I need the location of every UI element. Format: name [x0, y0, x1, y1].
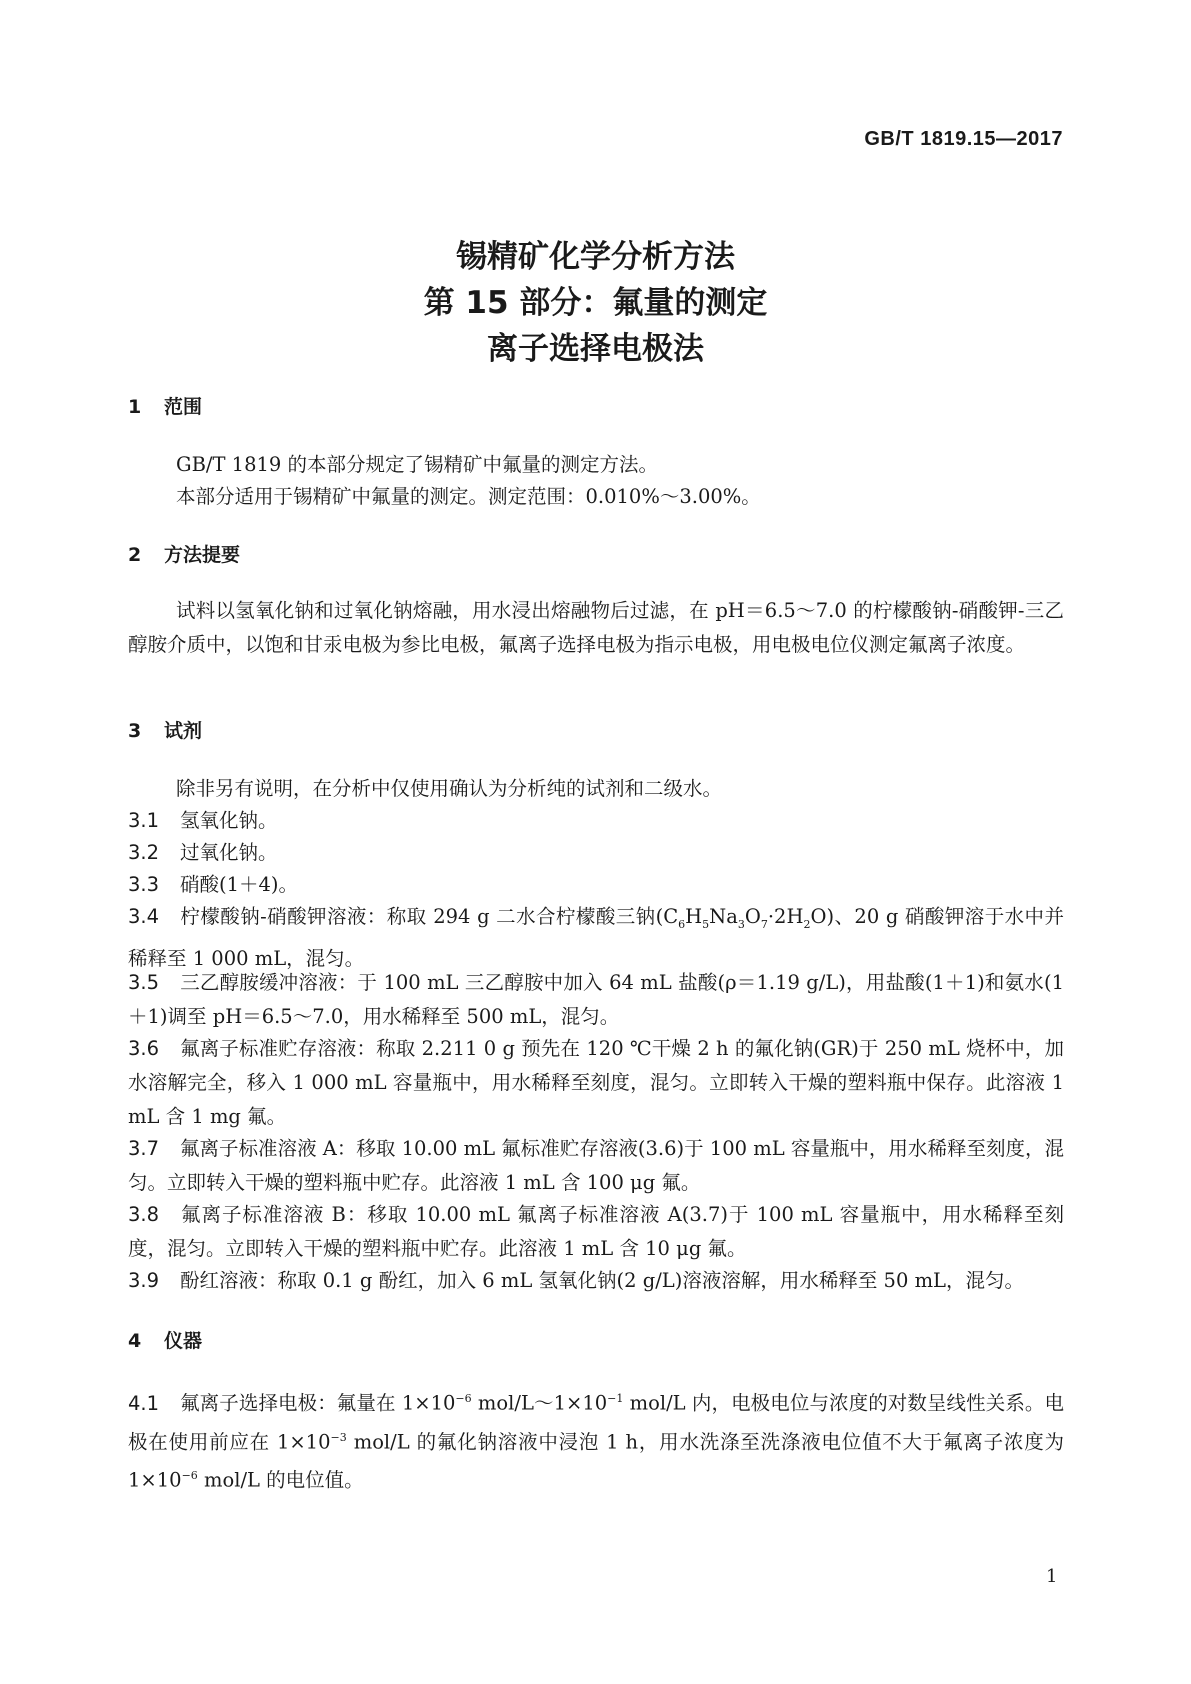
- item-text: 过氧化钠。: [180, 841, 278, 864]
- title-line-1: 锡精矿化学分析方法: [456, 239, 735, 275]
- reagent-item: [128, 1032, 1064, 1134]
- reagent-item: [128, 868, 1064, 902]
- section-3-paragraph-1: 除非另有说明，在分析中仅使用确认为分析纯的试剂和二级水。: [176, 777, 723, 800]
- item-number: 3.6: [128, 1037, 160, 1060]
- section-2-heading: [128, 540, 240, 567]
- item-text-part: O: [744, 905, 761, 928]
- item-text-part: O)、20 g 硝酸钾溶于水中并稀释至 1 000 mL，混匀。: [128, 905, 1064, 970]
- section-title: 仪器: [164, 1330, 203, 1352]
- item-text-part: Na: [709, 905, 738, 928]
- section-title: 方法提要: [164, 544, 241, 566]
- reagent-item: [128, 836, 1064, 870]
- standard-code: GB/T 1819.15—2017: [864, 128, 1063, 150]
- section-3-heading: [128, 716, 202, 743]
- item-number: 3.3: [128, 873, 160, 896]
- reagent-item: [128, 1132, 1064, 1200]
- subscript: 7: [760, 917, 768, 931]
- page-number: 1: [1046, 1566, 1058, 1587]
- reagent-item: [128, 1264, 1064, 1298]
- section-1-paragraph-1: GB/T 1819 的本部分规定了锡精矿中氟量的测定方法。: [176, 453, 659, 476]
- item-text: 三乙醇胺缓冲溶液：于 100 mL 三乙醇胺中加入 64 mL 盐酸(ρ＝1.19 g/L)，用盐酸(1＋1)和氨水(1＋1)调至 pH＝6.5～7.0，用水稀释至 500 mL，混匀。: [128, 971, 1064, 1028]
- subscript: 3: [737, 917, 745, 931]
- exponent: −1: [607, 1392, 624, 1405]
- item-text: 酚红溶液：称取 0.1 g 酚红，加入 6 mL 氢氧化钠(2 g/L)溶液溶解，用水稀释至 50 mL，混匀。: [180, 1269, 1025, 1292]
- section-1-heading: [128, 392, 202, 419]
- section-title: 试剂: [164, 720, 203, 742]
- title-line-2: 第 15 部分：氟量的测定: [423, 285, 768, 321]
- instrument-item: [128, 1382, 1064, 1498]
- item-text: 氟离子标准溶液 A：移取 10.00 mL 氟标准贮存溶液(3.6)于 100 mL 容量瓶中，用水稀释至刻度，混匀。立即转入干燥的塑料瓶中贮存。此溶液 1 mL 含 100 μg 氟。: [128, 1137, 1064, 1194]
- subscript: 2: [803, 917, 811, 931]
- exponent: −3: [330, 1430, 347, 1444]
- section-title: 范围: [164, 396, 203, 418]
- item-text-part: mol/L 的电位值。: [197, 1468, 364, 1492]
- exponent: −6: [455, 1392, 472, 1405]
- section-2-paragraph-1: 试料以氢氧化钠和过氧化钠熔融，用水浸出熔融物后过滤，在 pH＝6.5～7.0 的柠檬酸钠-硝酸钾-三乙醇胺介质中，以饱和甘汞电极为参比电极，氟离子选择电极为指示电极，用电极电位仪测定氟离子浓度。: [128, 599, 1064, 656]
- item-number: 3.5: [128, 971, 160, 994]
- title-line-3: 离子选择电极法: [487, 331, 704, 367]
- item-text: 氢氧化钠。: [180, 809, 278, 832]
- section-4-heading: [128, 1326, 202, 1353]
- item-text-part: ·2H: [767, 905, 804, 928]
- subscript: 6: [678, 917, 686, 931]
- section-number: 3: [128, 720, 142, 742]
- item-number: 4.1: [128, 1391, 160, 1415]
- item-number: 3.8: [128, 1203, 160, 1226]
- section-number: 2: [128, 544, 142, 566]
- section-1-paragraph-2: 本部分适用于锡精矿中氟量的测定。测定范围：0.010%～3.00%。: [176, 485, 761, 508]
- reagent-item: [128, 804, 1064, 838]
- item-text-part: mol/L～1×10: [471, 1391, 608, 1415]
- section-number: 1: [128, 396, 142, 418]
- section-number: 4: [128, 1330, 142, 1352]
- item-text: 硝酸(1＋4)。: [180, 873, 299, 896]
- exponent: −6: [181, 1469, 198, 1482]
- item-text-part: mol/L 内，电极电位与浓度的对数呈线性关系。电极在使用前应在 1×10: [128, 1391, 1064, 1453]
- item-number: 3.7: [128, 1137, 160, 1160]
- item-text: 氟离子标准贮存溶液：称取 2.211 0 g 预先在 120 ℃干燥 2 h 的氟化钠(GR)于 250 mL 烧杯中，加水溶解完全，移入 1 000 mL 容量瓶中，用水稀释至刻度，混匀。立即转入干燥的塑料瓶中保存。此溶液 1 mL 含 1 mg 氟。: [128, 1037, 1064, 1128]
- reagent-item: [128, 1198, 1064, 1266]
- item-text-part: H: [685, 905, 703, 928]
- item-number: 3.9: [128, 1269, 160, 1292]
- document-title: [0, 234, 1191, 372]
- item-text-part: 氟离子选择电极：氟量在 1×10: [180, 1391, 456, 1415]
- item-number: 3.4: [128, 905, 160, 928]
- item-text-part: 柠檬酸钠-硝酸钾溶液：称取 294 g 二水合柠檬酸三钠(C: [180, 905, 679, 928]
- subscript: 5: [702, 917, 710, 931]
- item-number: 3.1: [128, 809, 160, 832]
- item-text-part: mol/L 的氟化钠溶液中浸泡 1 h，用水洗涤至洗涤液电位值不大于氟离子浓度为 1×10: [128, 1430, 1064, 1492]
- reagent-item: [128, 966, 1064, 1034]
- reagent-item: [128, 900, 1064, 976]
- item-number: 3.2: [128, 841, 160, 864]
- item-text: 氟离子标准溶液 B：移取 10.00 mL 氟离子标准溶液 A(3.7)于 100 mL 容量瓶中，用水稀释至刻度，混匀。立即转入干燥的塑料瓶中贮存。此溶液 1 mL 含 10 μg 氟。: [128, 1203, 1064, 1260]
